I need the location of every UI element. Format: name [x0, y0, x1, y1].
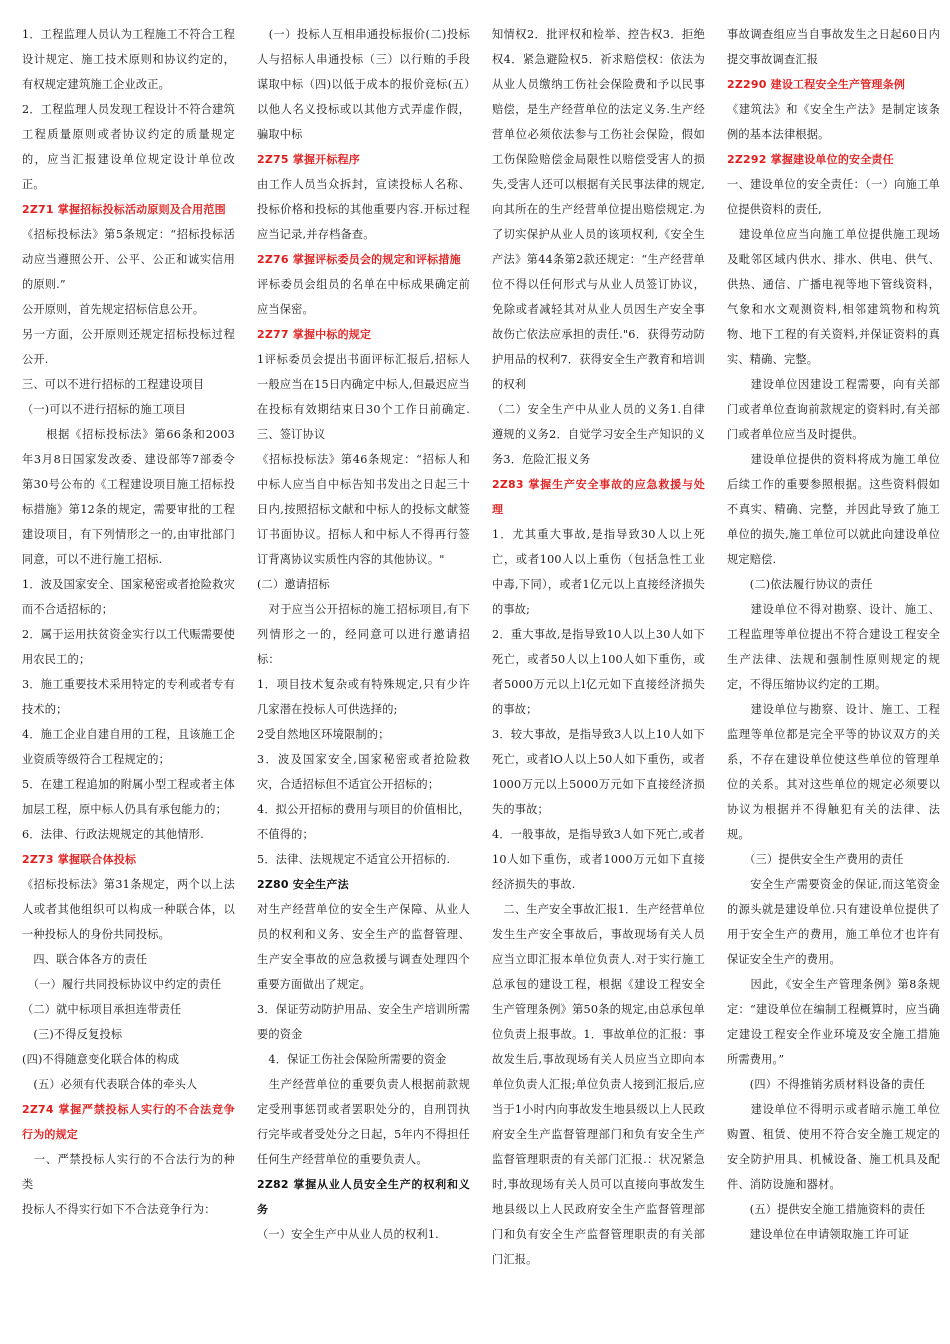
- body-paragraph: 建设单位应当向施工单位提供施工现场及毗邻区域内供水、排水、供电、供气、供热、通信、广播电视等地下管线资料，气象和水文观测资料,相邻建筑物和构筑物、地下工程的有关资料,并保证资料的真实、精确、完整。: [727, 228, 940, 366]
- body-paragraph: 1．波及国家安全、国家秘密或者抢险救灾而不合适招标的；: [22, 578, 235, 616]
- body-paragraph: 5．在建工程追加的附属小型工程或者主体加层工程，原中标人仍具有承包能力的；: [22, 778, 235, 816]
- body-paragraph: (四）不得推销劣质材料设备的责任: [727, 1078, 926, 1091]
- section-heading: 2Z71 掌握招标投标活动原则及合用范围: [22, 203, 226, 216]
- body-paragraph: 生产经营单位的重要负责人根据前款规定受刑事惩罚或者罢职处分的，自刑罚执行完毕或者受处分之日起，5年内不得担任任何生产经营单位的重要负责人。: [257, 1078, 470, 1166]
- body-paragraph: （一）安全生产中从业人员的权利1.: [257, 1228, 439, 1241]
- body-paragraph: （一）履行共同投标协议中约定的责任: [22, 978, 222, 991]
- body-paragraph: 安全生产需要资金的保证,而这笔资金的源头就是建设单位.只有建设单位提供了用于安全生产的费用，施工单位才也许有保证安全生产的费用。: [727, 878, 940, 966]
- body-paragraph: 3．施工重要技术采用特定的专利或者专有技术的；: [22, 678, 235, 716]
- body-paragraph: 2．工程监理人员发现工程设计不符合建筑工程质量原则或者协议约定的质量规定的，应当汇报建设单位规定设计单位改正。: [22, 103, 235, 191]
- body-paragraph: 4．保证工伤社会保险所需要的资金: [257, 1053, 447, 1066]
- section-heading-black: 2Z80 安全生产法: [257, 878, 349, 891]
- body-paragraph: 3．较大事故，是指导致3人以上10人如下死亡，或者lO人以上50人如下重伤，或者1000万元以上5000万元如下直接经济损失的事故；: [492, 728, 705, 816]
- section-heading: 2Z83 掌握生产安全事故的应急救援与处理: [492, 478, 705, 516]
- section-heading: 2Z292 掌握建设单位的安全责任: [727, 153, 894, 166]
- body-paragraph: 事故调查组应当自事故发生之日起60日内提交事故调查汇报: [727, 28, 940, 66]
- body-paragraph: 三、可以不进行招标的工程建设项目: [22, 378, 205, 391]
- body-paragraph: 《建筑法》和《安全生产法》是制定该条例的基本法律根据。: [727, 103, 940, 141]
- text-column-1: [22, 22, 235, 1338]
- body-paragraph: 对生产经营单位的安全生产保障、从业人员的权利和义务、安全生产的监督管理、生产安全事故的应急救援与调查处理四个重要方面做出了规定。: [257, 903, 470, 991]
- body-paragraph: 5．法律、法规规定不适宜公开招标的.: [257, 853, 451, 866]
- body-paragraph: 建设单位不得明示或者暗示施工单位购置、租赁、使用不符合安全施工规定的安全防护用具、机械设备、施工机具及配件、消防设施和器材。: [727, 1103, 940, 1191]
- body-paragraph: 3．波及国家安全,国家秘密或者抢险救灾，合适招标但不适宜公开招标的；: [257, 753, 470, 791]
- body-paragraph: (二）邀请招标: [257, 578, 330, 591]
- body-paragraph: 建设单位不得对勘察、设计、施工、工程监理等单位提出不符合建设工程安全生产法律、法规和强制性原则规定的规定，不得压缩协议约定的工期。: [727, 603, 940, 691]
- body-paragraph: 4．一般事故，是指导致3人如下死亡,或者10人如下重伤，或者1000万元如下直接经济损失的事故.: [492, 828, 705, 891]
- body-paragraph: 1．尤其重大事故,是指导致30人以上死亡，或者100人以上重伤（包括急性工业中毒,下同），或者1亿元以上直接经济损失的事故;: [492, 528, 705, 616]
- body-paragraph: 建设单位提供的资料将成为施工单位后续工作的重要参照根据。这些资料假如不真实、精确、完整，并因此导致了施工单位的损失,施工单位可以就此向建设单位规定赔偿.: [727, 453, 940, 566]
- body-paragraph: (三)不得反复投标: [22, 1028, 123, 1041]
- section-heading: 2Z76 掌握评标委员会的规定和评标措施: [257, 253, 461, 266]
- section-heading: 2Z73 掌握联合体投标: [22, 853, 137, 866]
- body-paragraph: 《招标投标法》第46条规定：“招标人和中标人应当自中标告知书发出之日起三十日内,按照招标文献和中标人的投标文献签订书面协议。招标人和中标人不得再行签订背离协议实质性内容的其他协议。": [257, 453, 470, 566]
- body-paragraph: (二)依法履行协议的责任: [727, 578, 873, 591]
- section-heading: 2Z74 掌握严禁投标人实行的不合法竞争行为的规定: [22, 1103, 235, 1141]
- text-column-4: [727, 22, 940, 1338]
- section-heading: 2Z75 掌握开标程序: [257, 153, 360, 166]
- body-paragraph: 2．属于运用扶贫资金实行以工代赈需要使用农民工的；: [22, 628, 235, 666]
- body-paragraph: (五）必须有代表联合体的牵头人: [22, 1078, 198, 1091]
- body-paragraph: 4．拟公开招标的费用与项目的价值相比，不值得的；: [257, 803, 470, 841]
- body-paragraph: 由工作人员当众拆封，宣读投标人名称、投标价格和投标的其他重要内容.开标过程应当记录,并存档备查。: [257, 178, 470, 241]
- body-paragraph: 一、严禁投标人实行的不合法行为的种类: [22, 1153, 235, 1191]
- body-paragraph: (四)不得随意变化联合体的构成: [22, 1053, 180, 1066]
- body-paragraph: 4．施工企业自建自用的工程，且该施工企业资质等级符合工程规定的；: [22, 728, 235, 766]
- body-paragraph: (一）投标人互相串通投标报价(二)投标人与招标人串通投标（三）以行贿的手段谋取中标（四)以低于成本的报价竞标(五）以他人名义投标或以其他方式弄虚作假，骗取中标: [257, 28, 470, 141]
- body-paragraph: 对于应当公开招标的施工招标项目,有下列情形之一的，经同意可以进行邀请招标：: [257, 603, 470, 666]
- text-column-3: [492, 22, 705, 1338]
- body-paragraph: 公开原则，首先规定招标信息公开。: [22, 303, 205, 316]
- body-paragraph: 因此，《安全生产管理条例》第8条规定：“建设单位在编制工程概算时，应当确定建设工程安全作业环境及安全施工措施所需费用。”: [727, 978, 940, 1066]
- body-paragraph: （一)可以不进行招标的施工项目: [22, 403, 186, 416]
- body-paragraph: (五）提供安全施工措施资料的责任: [727, 1203, 926, 1216]
- body-paragraph: 1．项目技术复杂或有特殊规定,只有少许几家潜在投标人可供选择的;: [257, 678, 470, 716]
- body-paragraph: 3．保证劳动防护用品、安全生产培训所需要的资金: [257, 1003, 470, 1041]
- body-paragraph: 建设单位与勘察、设计、施工、工程监理等单位都是完全平等的协议双方的关系，不存在建设单位使这些单位的管理单位的关系。其对这些单位的规定必须要以协议为根据并不得触犯有关的法律、法规。: [727, 703, 940, 841]
- body-paragraph: 《招标投标法》第5条规定：“招标投标活动应当遵照公开、公平、公正和诚实信用的原则.”: [22, 228, 235, 291]
- body-paragraph: （二）安全生产中从业人员的义务1.自律遵规的义务2．自觉学习安全生产知识的义务3．危险汇报义务: [492, 403, 705, 466]
- body-paragraph: 6．法律、行政法规规定的其他情形.: [22, 828, 204, 841]
- body-paragraph: 四、联合体各方的责任: [22, 953, 148, 966]
- body-paragraph: 另一方面，公开原则还规定招标投标过程公开.: [22, 328, 235, 366]
- section-heading: 2Z290 建设工程安全生产管理条例: [727, 78, 906, 91]
- body-paragraph: 评标委员会组员的名单在中标成果确定前应当保密。: [257, 278, 470, 316]
- text-column-2: [257, 22, 470, 1338]
- body-paragraph: 1评标委员会提出书面评标汇报后,招标人一般应当在15日内确定中标人,但最迟应当在投标有效期结束日30个工作日前确定.三、签订协议: [257, 353, 470, 441]
- section-heading: 2Z77 掌握中标的规定: [257, 328, 372, 341]
- body-paragraph: 根据《招标投标法》第66条和2003年3月8日国家发改委、建设部等7部委令第30号公布的《工程建设项目施工招标投标措施》第12条的规定，需要审批的工程建设项目，有下列情形之一的,由审批部门同意，可以不进行施工招标.: [22, 428, 235, 566]
- body-paragraph: 《招标投标法》第31条规定，两个以上法人或者其他组织可以构成一种联合体，以一种投标人的身份共同投标。: [22, 878, 235, 941]
- body-paragraph: 投标人不得实行如下不合法竞争行为：: [22, 1203, 216, 1216]
- body-paragraph: 2．重大事故,是指导致10人以上30人如下死亡，或者50人以上100人如下重伤，或者5000万元以上l亿元如下直接经济损失的事故；: [492, 628, 705, 716]
- section-heading-black: 2Z82 掌握从业人员安全生产的权利和义务: [257, 1178, 470, 1216]
- body-paragraph: 建设单位在申请领取施工许可证: [727, 1228, 910, 1241]
- body-paragraph: 二、生产安全事故汇报1．生产经营单位发生生产安全事故后，事故现场有关人员应当立即汇报本单位负责人.对于实行施工总承包的建设工程，根据《建设工程安全生产管理条例》第50条的规定,由总承包单位负责上报事故。1．事故单位的汇报：事故发生后,事故现场有关人员应当立即向本单位负责人汇报;单位负责人接到汇报后,应当于1小时内向事故发生地县级以上人民政府安全生产监督管理部门和负有安全生产监督管理职责的有关部门汇报.：状况紧急时,事故现场有关人员可以直接向事故发生地县级以上人民政府安全生产监督管理部门和负有安全生产监督管理职责的有关部门汇报。: [492, 903, 705, 1266]
- body-paragraph: （二）就中标项目承担连带责任: [22, 1003, 182, 1016]
- body-paragraph: 知情权2．批评权和检举、控告权3．拒绝权4．紧急避险权5．祈求赔偿权：依法为从业人员缴纳工伤社会保险费和予以民事赔偿，是生产经营单位的法定义务.生产经营单位必须依法参与工伤社会保险，假如工伤保险赔偿金局限性以赔偿受害人的损失,受害人还可以根据有关民事法律的规定,向其所在的生产经营单位提出赔偿规定.为了切实保护从业人员的该项权利,《安全生产法》第44条第2款还规定：“生产经营单位不得以任何形式与从业人员签订协议，免除或者减轻其对从业人员因生产安全事故伤亡依法应承担的责任."6．获得劳动防护用品的权利7．获得安全生产教育和培训的权利: [492, 28, 705, 391]
- body-paragraph: （三）提供安全生产费用的责任: [727, 853, 904, 866]
- body-paragraph: 一、建设单位的安全责任：（一）向施工单位提供资料的责任,: [727, 178, 940, 216]
- body-paragraph: 2受自然地区环境限制的；: [257, 728, 390, 741]
- body-paragraph: 建设单位因建设工程需要，向有关部门或者单位查询前款规定的资料时,有关部门或者单位应当及时提供。: [727, 378, 940, 441]
- body-paragraph: 1．工程监理人员认为工程施工不符合工程设计规定、施工技术原则和协议约定的，有权规定建筑施工企业改正。: [22, 28, 235, 91]
